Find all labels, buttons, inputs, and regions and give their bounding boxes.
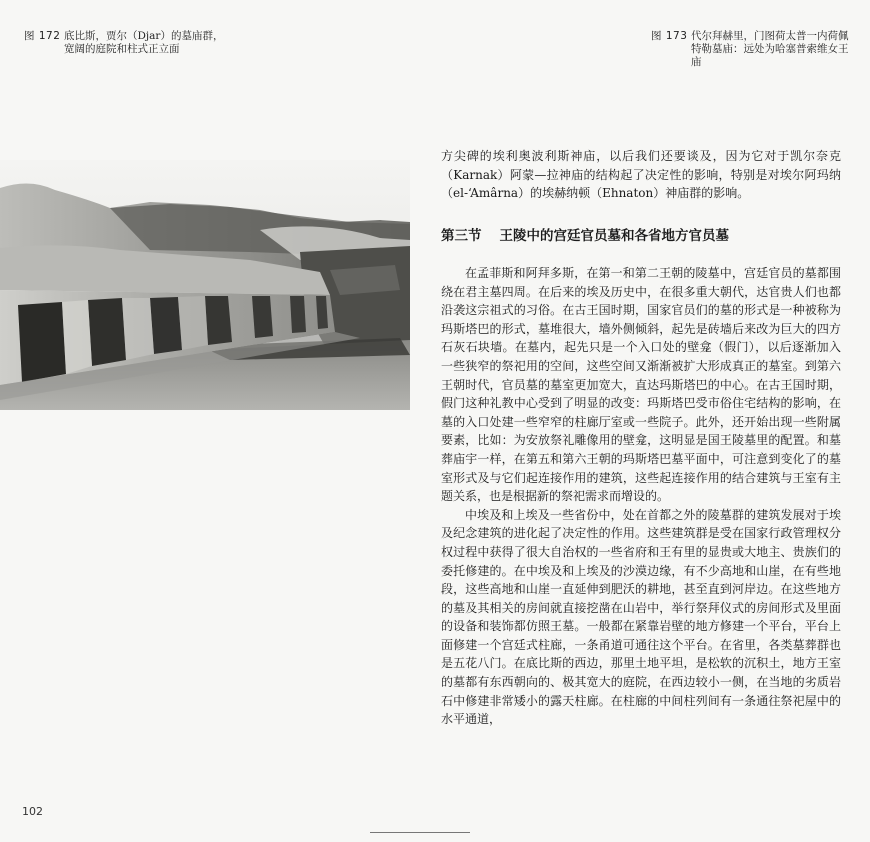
intro-text bbox=[441, 147, 841, 203]
section-number: 第三节 bbox=[441, 228, 482, 244]
figure-number: 图 172 bbox=[24, 30, 61, 42]
intro-paragraph: 方尖碑的埃利奥波利斯神庙，以后我们还要谈及，因为它对于凯尔奈克（Karnak）阿蒙—拉神庙的结构起了决定性的影响，特别是对埃尔阿玛纳（el-‘Amârna）的埃赫纳顿（Ehnaton）神庙群的影响。 bbox=[441, 149, 841, 201]
body-text bbox=[441, 264, 841, 729]
figure-caption-text: 底比斯，贾尔（Djar）的墓庙群，宽阔的庭院和柱式正立面 bbox=[64, 30, 224, 55]
page-number: 102 bbox=[22, 805, 43, 818]
figure-caption-text: 代尔拜赫里，门图荷太普一内荷佩特勒墓庙：远处为哈塞普索维女王庙 bbox=[691, 30, 849, 68]
tomb-photograph bbox=[0, 160, 410, 410]
paragraph: 中埃及和上埃及一些省份中，处在首都之外的陵墓群的建筑发展对于埃及纪念建筑的进化起了决定性的作用。这些建筑群是受在国家行政管理权分权过程中获得了很大自治权的一些省府和王有里的显贵或大地主、贵族们的委托修建的。在中埃及和上埃及的沙漠边缘，有不少高地和山崖，在有些地段，这些高地和山崖一直延伸到肥沃的耕地，甚至直到河岸边。在这些地方的墓及其相关的房间就直接挖凿在山岩中，举行祭拜仪式的房间形式及里面的设备和装饰都仿照王墓。一般都在紧靠岩壁的地方修建一个平台，平台上面修建一个宫廷式柱廊，一条甬道可通往这个平台。在省里，各类墓葬群也是五花八门。在底比斯的西边，那里土地平坦，是松软的沉积土，地方王室的墓都有东西朝向的、极其宽大的庭院，在西边较小一侧，在当地的劣质岩石中修建非常矮小的露天柱廊。在柱廊的中间柱列间有一条通往祭祀屋中的水平通道， bbox=[441, 507, 841, 727]
figure-number: 图 173 bbox=[651, 30, 688, 42]
section-heading bbox=[441, 224, 841, 244]
footer-rule bbox=[370, 832, 470, 833]
section-title: 王陵中的宫廷官员墓和各省地方官员墓 bbox=[499, 228, 729, 244]
figure-caption-right bbox=[651, 30, 861, 69]
figure-caption-left bbox=[24, 30, 234, 56]
paragraph: 在孟菲斯和阿拜多斯，在第一和第二王朝的陵墓中，宫廷官员的墓都围绕在君主墓四周。在后来的埃及历史中，在很多重大朝代，达官贵人们也都沿袭这宗祖式的习俗。在古王国时期，国家官员们的墓的形式是一种被称为玛斯塔巴的形式，墓堆很大，墙外侧倾斜，起先是砖墙后来改为巨大的四方石灰石块墙。在墓内，起先只是一个入口处的壁龛（假门），以后逐渐加入一些狭窄的祭祀用的空间，这些空间又渐渐被扩大形成真正的墓室。到第六王朝时代，官员墓的墓室更加宽大，直达玛斯塔巴的中心。在古王国时期，假门这种礼教中心受到了明显的改变：玛斯塔巴受市俗住宅结构的影响，在墓的入口处建一些窄窄的柱廊厅室或一些院子。此外，还开始出现一些附属要素，比如：为安放祭礼雕像用的壁龛，这明显是国王陵墓里的配置。和墓葬庙宇一样，在第五和第六王朝的玛斯塔巴墓平面中，可注意到变化了的墓室形式及与它们起连接作用的建筑，这些起连接作用的结合建筑与王室有主题关系，也是根据新的祭祀需求而增设的。 bbox=[441, 266, 841, 504]
